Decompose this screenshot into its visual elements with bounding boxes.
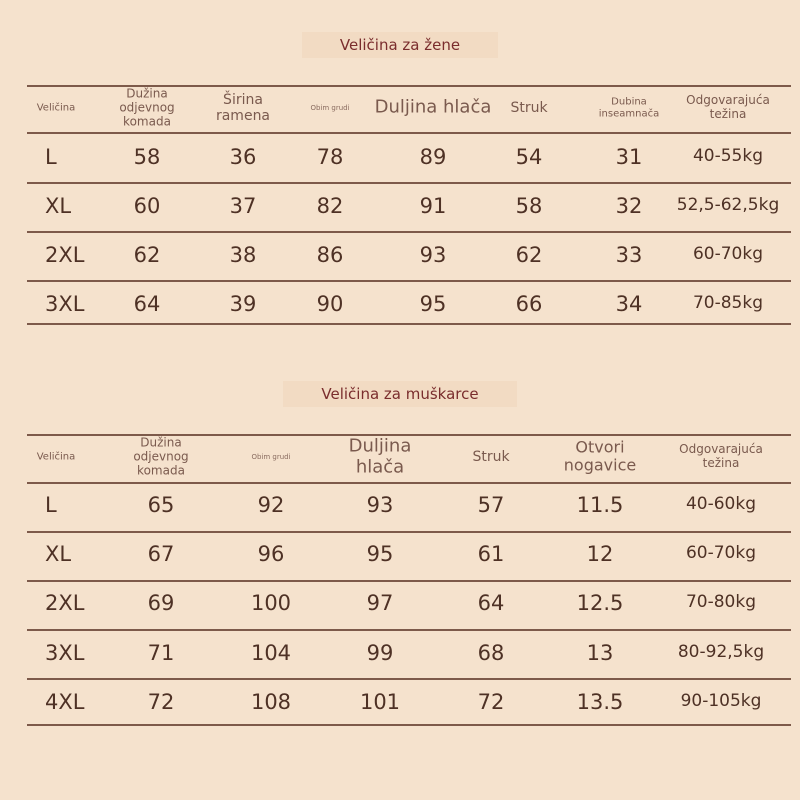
women-table-rule-2 xyxy=(27,182,791,184)
men-cell-size: L xyxy=(45,492,57,517)
men-cell-waist: 57 xyxy=(477,492,505,517)
men-size-title xyxy=(0,381,800,407)
men-cell-pants-length: 97 xyxy=(366,590,394,615)
men-cell-size: 2XL xyxy=(45,590,85,615)
men-cell-garment-length: 69 xyxy=(147,590,175,615)
men-cell-bust: 92 xyxy=(257,492,285,517)
men-cell-weight: 40-60kg xyxy=(685,494,757,515)
men-cell-garment-length: 71 xyxy=(147,640,175,665)
women-cell-pants-length: 91 xyxy=(419,193,447,218)
women-cell-waist: 62 xyxy=(515,242,543,267)
women-cell-shoulder-width: 36 xyxy=(229,144,257,169)
men-cell-size: 4XL xyxy=(45,689,85,714)
women-cell-garment-length: 64 xyxy=(133,291,161,316)
men-cell-waist: 61 xyxy=(477,541,505,566)
men-cell-leg-opening: 12 xyxy=(586,541,614,566)
men-cell-leg-opening: 12.5 xyxy=(576,590,624,615)
men-table-rule-2 xyxy=(27,531,791,533)
women-cell-weight: 52,5-62,5kg xyxy=(676,195,780,216)
women-table-rule-5 xyxy=(27,323,791,325)
women-header-weight: Odgovarajuća težina xyxy=(686,93,770,121)
women-cell-bust: 90 xyxy=(316,291,344,316)
men-cell-pants-length: 99 xyxy=(366,640,394,665)
women-cell-bust: 78 xyxy=(316,144,344,169)
women-header-pants-length: Duljina hlača xyxy=(374,96,492,118)
women-cell-inseam: 32 xyxy=(615,193,643,218)
women-cell-garment-length: 60 xyxy=(133,193,161,218)
women-cell-weight: 70-85kg xyxy=(692,293,764,314)
women-cell-size: L xyxy=(45,144,57,169)
men-cell-bust: 96 xyxy=(257,541,285,566)
women-cell-inseam: 31 xyxy=(615,144,643,169)
men-cell-leg-opening: 13 xyxy=(586,640,614,665)
women-cell-inseam: 34 xyxy=(615,291,643,316)
women-cell-weight: 40-55kg xyxy=(692,146,764,167)
men-table-rule-4 xyxy=(27,629,791,631)
women-header-garment-length: Dužina odjevnog komada xyxy=(119,86,175,128)
men-table-rule-1 xyxy=(27,482,791,484)
men-cell-garment-length: 65 xyxy=(147,492,175,517)
men-table-rule-5 xyxy=(27,678,791,680)
men-header-weight: Odgovarajuća težina xyxy=(679,442,763,470)
men-cell-waist: 72 xyxy=(477,689,505,714)
women-cell-pants-length: 95 xyxy=(419,291,447,316)
men-cell-pants-length: 93 xyxy=(366,492,394,517)
men-cell-weight: 70-80kg xyxy=(685,592,757,613)
women-title-text: Veličina za žene xyxy=(302,32,498,58)
men-cell-pants-length: 95 xyxy=(366,541,394,566)
women-cell-inseam: 33 xyxy=(615,242,643,267)
men-table-rule-3 xyxy=(27,580,791,582)
women-cell-size: 2XL xyxy=(45,242,85,267)
men-cell-waist: 64 xyxy=(477,590,505,615)
men-cell-weight: 80-92,5kg xyxy=(677,642,765,663)
men-cell-weight: 60-70kg xyxy=(685,543,757,564)
women-cell-waist: 54 xyxy=(515,144,543,169)
women-cell-shoulder-width: 37 xyxy=(229,193,257,218)
women-cell-weight: 60-70kg xyxy=(692,244,764,265)
women-table-rule-3 xyxy=(27,231,791,233)
men-table-rule-6 xyxy=(27,724,791,726)
men-cell-weight: 90-105kg xyxy=(680,691,762,712)
women-table-rule-4 xyxy=(27,280,791,282)
men-header-size: Veličina xyxy=(36,451,76,463)
women-size-title xyxy=(0,32,800,58)
women-cell-size: 3XL xyxy=(45,291,85,316)
women-table-rule-1 xyxy=(27,132,791,134)
women-header-shoulder-width: Širina ramena xyxy=(215,91,271,124)
men-cell-waist: 68 xyxy=(477,640,505,665)
women-cell-bust: 86 xyxy=(316,242,344,267)
women-header-waist: Struk xyxy=(510,99,548,116)
men-header-bust: Obim grudi xyxy=(251,452,291,461)
men-cell-garment-length: 72 xyxy=(147,689,175,714)
women-cell-bust: 82 xyxy=(316,193,344,218)
men-cell-garment-length: 67 xyxy=(147,541,175,566)
men-title-text: Veličina za muškarce xyxy=(283,381,516,407)
women-cell-shoulder-width: 39 xyxy=(229,291,257,316)
women-cell-size: XL xyxy=(45,193,72,218)
men-cell-pants-length: 101 xyxy=(359,689,401,714)
men-cell-leg-opening: 11.5 xyxy=(576,492,624,517)
women-cell-pants-length: 89 xyxy=(419,144,447,169)
women-cell-waist: 66 xyxy=(515,291,543,316)
women-cell-garment-length: 62 xyxy=(133,242,161,267)
women-cell-garment-length: 58 xyxy=(133,144,161,169)
women-header-inseam: Dubina inseamnača xyxy=(598,96,660,119)
men-header-leg-opening: Otvori nogavice xyxy=(563,437,637,475)
men-cell-bust: 100 xyxy=(250,590,292,615)
women-cell-pants-length: 93 xyxy=(419,242,447,267)
men-header-garment-length: Dužina odjevnog komada xyxy=(133,435,189,477)
men-cell-bust: 108 xyxy=(250,689,292,714)
women-header-bust: Obim grudi xyxy=(310,103,350,112)
men-cell-size: XL xyxy=(45,541,72,566)
men-header-pants-length: Duljina hlača xyxy=(348,435,412,477)
women-header-size: Veličina xyxy=(36,102,76,114)
men-cell-size: 3XL xyxy=(45,640,85,665)
women-cell-waist: 58 xyxy=(515,193,543,218)
men-cell-bust: 104 xyxy=(250,640,292,665)
men-cell-leg-opening: 13.5 xyxy=(576,689,624,714)
men-header-waist: Struk xyxy=(472,448,510,465)
women-cell-shoulder-width: 38 xyxy=(229,242,257,267)
